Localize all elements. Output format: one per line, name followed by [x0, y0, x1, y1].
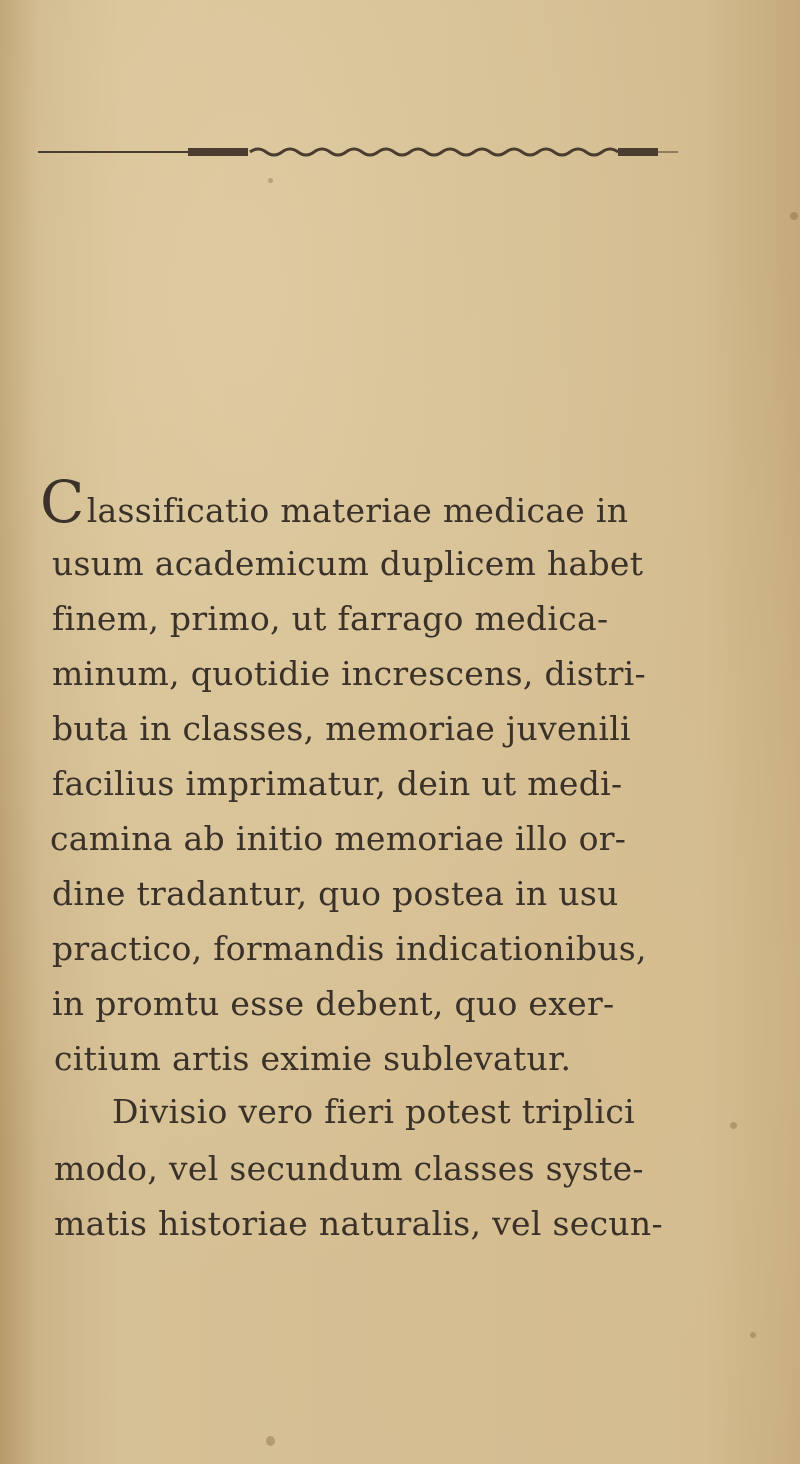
text-line: minum, quotidie increscens, distri-	[52, 654, 646, 693]
text-line: modo, vel secundum classes syste-	[54, 1149, 644, 1188]
line-text: lassificatio materiae medicae in	[86, 491, 629, 530]
text-line: practico, formandis indicationibus,	[52, 929, 647, 968]
paper-spot	[790, 212, 798, 220]
paper-spot	[750, 1332, 756, 1338]
text-line: facilius imprimatur, dein ut medi-	[52, 764, 623, 803]
text-line: camina ab initio memoriae illo or-	[50, 819, 627, 858]
text-line: dine tradantur, quo postea in usu	[52, 874, 619, 913]
paper-spot	[730, 1122, 737, 1129]
text-line: matis historiae naturalis, vel secun-	[54, 1204, 663, 1243]
drop-cap: C	[40, 468, 85, 536]
text-line: usum academicum duplicem habet	[52, 544, 644, 583]
text-line: buta in classes, memoriae juvenili	[52, 709, 631, 748]
text-line: citium artis eximie sublevatur.	[54, 1039, 572, 1078]
paper-spot	[268, 178, 273, 183]
text-line: finem, primo, ut farrago medica-	[52, 599, 609, 638]
text-line	[40, 468, 629, 536]
text-line: Divisio vero fieri potest triplici	[112, 1092, 636, 1131]
paper-spot	[266, 1436, 275, 1446]
ornament-rule	[38, 146, 678, 158]
text-line: in promtu esse debent, quo exer-	[52, 984, 615, 1023]
